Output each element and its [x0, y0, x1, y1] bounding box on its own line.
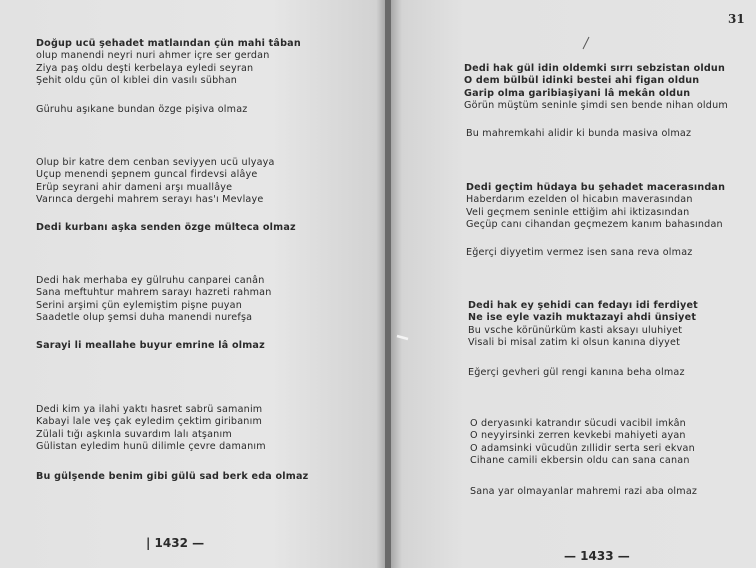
verse-line: Geçüp canı cihandan geçmezem kanım bahasından — [466, 219, 723, 231]
verse-line: Serini arşimi çün eylemiştim pişne puyan — [36, 299, 243, 311]
left-stanza-2 — [36, 157, 275, 207]
verse-line: Erüp seyrani ahir dameni arşı muallâye — [36, 181, 233, 193]
page-number: — 1433 — — [564, 549, 630, 563]
verse-line: Olup bir katre dem cenban seviyyen ucü ulyaya — [36, 157, 275, 168]
verse-line: Dedi kim ya ilahi yaktı hasret sabrü samanim — [36, 404, 263, 415]
verse-line: Saadetle olup şemsi duha manendi nurefşa — [36, 312, 253, 324]
right-refrain-2: Eğerçi diyyetim vermez isen sana reva olmaz — [466, 247, 693, 258]
right-page — [391, 0, 756, 568]
verse-line: Veli geçmem seninle ettiğim ahi iktizasından — [466, 206, 690, 218]
verse-line: Varınca dergehi mahrem serayı has'ı Mevlaye — [36, 194, 264, 206]
verse-line: Garip olma garibiaşiyani lâ mekân oldun — [464, 87, 691, 99]
left-refrain-3: Sarayi li meallahe buyur emrine lâ olmaz — [36, 340, 265, 351]
right-refrain-3: Eğerçi gevheri gül rengi kanına beha olmaz — [468, 367, 685, 378]
verse-line: Şehit oldu çün ol kıblei din vasılı sübhan — [36, 75, 238, 87]
corner-page-number: 31 — [728, 12, 745, 26]
verse-line: olup manendi neyri nuri ahmer içre ser gerdan — [36, 50, 270, 62]
right-refrain-1: Bu mahremkahi alidir ki bunda masiva olmaz — [466, 128, 692, 139]
verse-line: Sana meftuhtur mahrem sarayı hazreti rahman — [36, 287, 272, 299]
scratch-mark-icon — [396, 333, 410, 341]
verse-line: Cihane camili ekbersin oldu can sana canan — [470, 455, 690, 467]
right-stanza-3 — [468, 300, 698, 350]
verse-line: Kabayi lale veş çak eyledim çektim giribanım — [36, 416, 262, 428]
verse-line: Ne ise eyle vazih muktazayi ahdi ünsiyet — [468, 312, 697, 324]
verse-line: O dem bülbül idinki bestei ahi figan oldun — [464, 75, 700, 87]
left-refrain-1: Güruhu aşıkane bundan özge pişiva olmaz — [36, 104, 248, 115]
verse-line: Visali bi misal zatim ki olsun kanına diyyet — [468, 337, 681, 349]
right-stanza-2 — [466, 182, 725, 232]
verse-line: Zülali tığı aşkınla suvardım lalı atşanım — [36, 428, 232, 440]
verse-line: O neyyirsinki zerren kevkebi mahiyeti ayan — [470, 430, 686, 442]
page-number: | 1432 — — [146, 536, 205, 550]
left-refrain-4: Bu gülşende benim gibi gülü sad berk eda olmaz — [36, 471, 309, 482]
verse-line: O deryasınki katrandır sücudi vacibil imkân — [470, 418, 686, 429]
left-stanza-3 — [36, 275, 272, 325]
pencil-mark-icon — [581, 36, 591, 50]
left-stanza-4 — [36, 404, 266, 454]
verse-line: Dedi hak ey şehidi can fedayı idi ferdiyet — [468, 300, 698, 311]
verse-line: Görün müştüm seninle şimdi sen bende nihan oldum — [464, 100, 728, 112]
left-stanza-1 — [36, 38, 301, 88]
right-stanza-4 — [470, 418, 695, 468]
verse-line: Bu vsche körünürküm kasti aksayı uluhiyet — [468, 324, 683, 336]
verse-line: Haberdarım ezelden ol hicabın maverasından — [466, 194, 693, 206]
verse-line: Doğup ucü şehadet matlaından çün mahi tâban — [36, 38, 301, 49]
right-stanza-1 — [464, 63, 728, 113]
left-refrain-2: Dedi kurbanı aşka senden özge mülteca olmaz — [36, 222, 296, 233]
verse-line: Dedi hak gül idin oldemki sırrı sebzistan oldun — [464, 63, 725, 74]
right-refrain-4: Sana yar olmayanlar mahremi razi aba olmaz — [470, 486, 698, 497]
verse-line: Ziya paş oldu deşti kerbelaya eyledi seyran — [36, 62, 254, 74]
verse-line: Uçup menendi şepnem guncal firdevsi alâye — [36, 169, 258, 181]
verse-line: Gülistan eyledim hunü dilimle çevre damanım — [36, 441, 266, 453]
verse-line: Dedi hak merhaba ey gülruhu canparei canân — [36, 275, 265, 286]
verse-line: Dedi geçtim hüdaya bu şehadet macerasından — [466, 182, 726, 193]
verse-line: O adamsinki vücudün zıllidir serta seri ekvan — [470, 442, 695, 454]
